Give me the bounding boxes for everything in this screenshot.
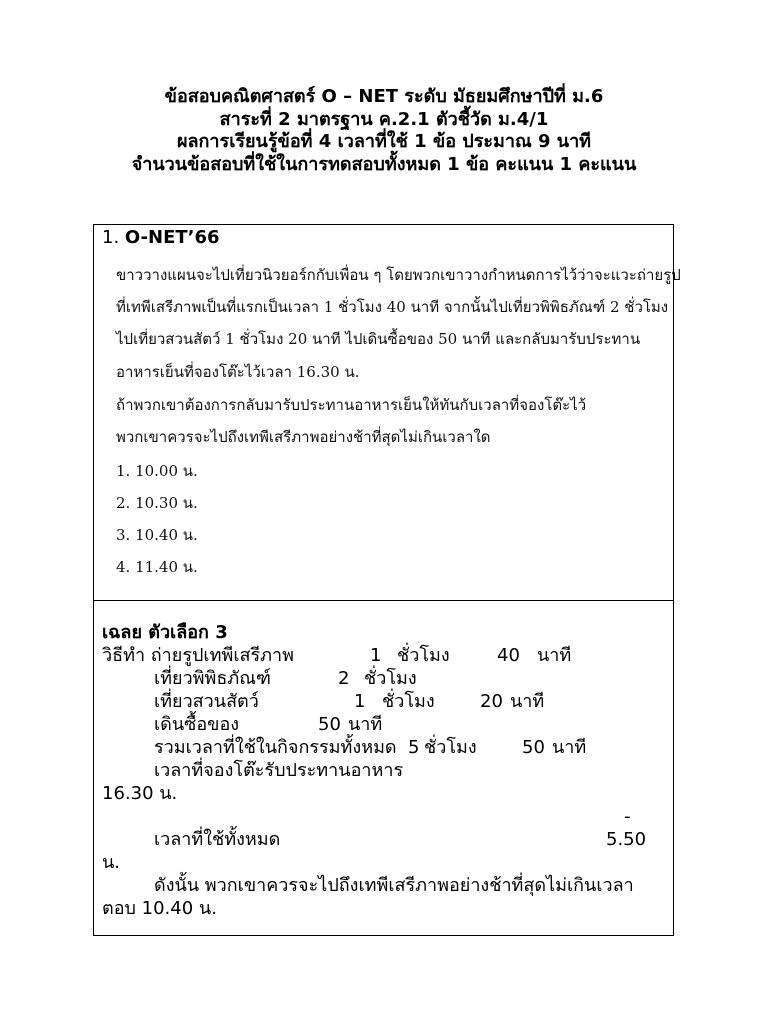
solution-label: เที่ยวพิพิธภัณฑ์ [154,668,271,689]
answer-title-number: 3 [215,622,228,643]
solution-value: 1 [354,691,366,712]
question-box [93,224,681,601]
question-line: พวกเขาควรจะไปถึงเทพีเสรีภาพอย่างช้าที่สุดไม่เกินเวลาใด [116,428,491,446]
question-number: 1. [102,227,120,248]
solution-unit: นาที [552,737,587,758]
solution-row [102,851,662,874]
solution-row [102,897,662,920]
solution-row [102,874,662,897]
question-line: ถ้าพวกเขาต้องการกลับมารับประทานอาหารเย็นให้ทันกับเวลาที่จองโต๊ะไว้ [116,396,587,414]
solution-unit: ชั่วโมง [424,737,477,758]
solution-value: 5.50 [606,829,647,850]
solution-label: เวลาที่จองโต๊ะรับประทานอาหาร [154,760,404,781]
solution-row [102,644,662,667]
choice-item: 1. 10.00 น. [116,462,198,480]
question-line: ไปเที่ยวสวนสัตว์ 1 ชั่วโมง 20 นาที ไปเดินซื้อของ 50 นาที และกลับมารับประทาน [116,330,641,348]
solution-value: 5 [408,737,420,758]
choice-item: 4. 11.40 น. [116,558,198,576]
answer-box [93,600,674,936]
solution-value: 16.30 น. [102,783,178,804]
solution-row [102,759,662,782]
solution-row [102,736,662,759]
header-line-1: ข้อสอบคณิตศาสตร์ O – NET ระดับ มัธยมศึกษาปีที่ ม.6 [164,86,604,107]
header-line-4: จำนวนข้อสอบที่ใช้ในการทดสอบทั้งหมด 1 ข้อ คะแนน 1 คะแนน [131,153,637,175]
solution-unit: นาที [537,645,572,666]
solution-unit: ชั่วโมง [382,691,435,712]
header-line-2: สาระที่ 2 มาตรฐาน ค.2.1 ตัวชี้วัด ม.4/1 [219,108,549,130]
minus-sign: - [624,806,631,827]
question-line: ขาววางแผนจะไปเที่ยวนิวยอร์กกับเพื่อน ๆ โดยพวกเขาวางกำหนดการไว้ว่าจะแวะถ่ายรูป [116,266,681,284]
question-line: อาหารเย็นที่จองโต๊ะไว้เวลา 16.30 น. [116,363,360,381]
solution-row [102,805,662,828]
solution-row [102,667,662,690]
choice-item: 3. 10.40 น. [116,526,198,544]
solution-unit: นาที [348,714,383,735]
solution-value: 50 [318,714,341,735]
solution-label: รวมเวลาที่ใช้ในกิจกรรมทั้งหมด [154,737,397,758]
solution-conclusion: ดังนั้น พวกเขาควรจะไปถึงเทพีเสรีภาพอย่างช้าที่สุดไม่เกินเวลา [154,875,634,896]
choice-item: 2. 10.30 น. [116,494,198,512]
final-answer: ตอบ 10.40 น. [102,898,217,919]
solution-unit: ชั่วโมง [364,668,417,689]
solution-row [102,690,662,713]
solution-value: 40 [497,645,520,666]
answer-title-label: เฉลย ตัวเลือก [102,622,209,643]
solution-value: 2 [338,668,350,689]
solution-row [102,713,662,736]
solution-label: เวลาที่ใช้ทั้งหมด [154,829,281,850]
solution-unit: นาที [510,691,545,712]
solution-label: เที่ยวสวนสัตว์ [154,691,259,712]
solution-value: 1 [370,645,382,666]
solution-unit: ชั่วโมง [397,645,450,666]
answer-content [102,621,662,920]
solution-row [102,828,662,851]
header-line-3: ผลการเรียนรู้ข้อที่ 4 เวลาที่ใช้ 1 ข้อ ประมาณ 9 นาที [176,131,592,152]
solution-row [102,782,662,805]
solution-unit: น. [102,852,121,873]
document-header [92,86,676,176]
question-line: ที่เทพีเสรีภาพเป็นที่แรกเป็นเวลา 1 ชั่วโมง 40 นาที จากนั้นไปเที่ยวพิพิธภัณฑ์ 2 ชั่วโมง [116,298,669,316]
question-tag: O-NET’66 [124,227,220,248]
solution-value: 50 [522,737,545,758]
solution-label: วิธีทำ ถ่ายรูปเทพีเสรีภาพ [102,645,294,666]
answer-title [102,621,662,644]
solution-label: เดินซื้อของ [154,714,240,735]
question-title [102,227,220,248]
solution-value: 20 [480,691,503,712]
